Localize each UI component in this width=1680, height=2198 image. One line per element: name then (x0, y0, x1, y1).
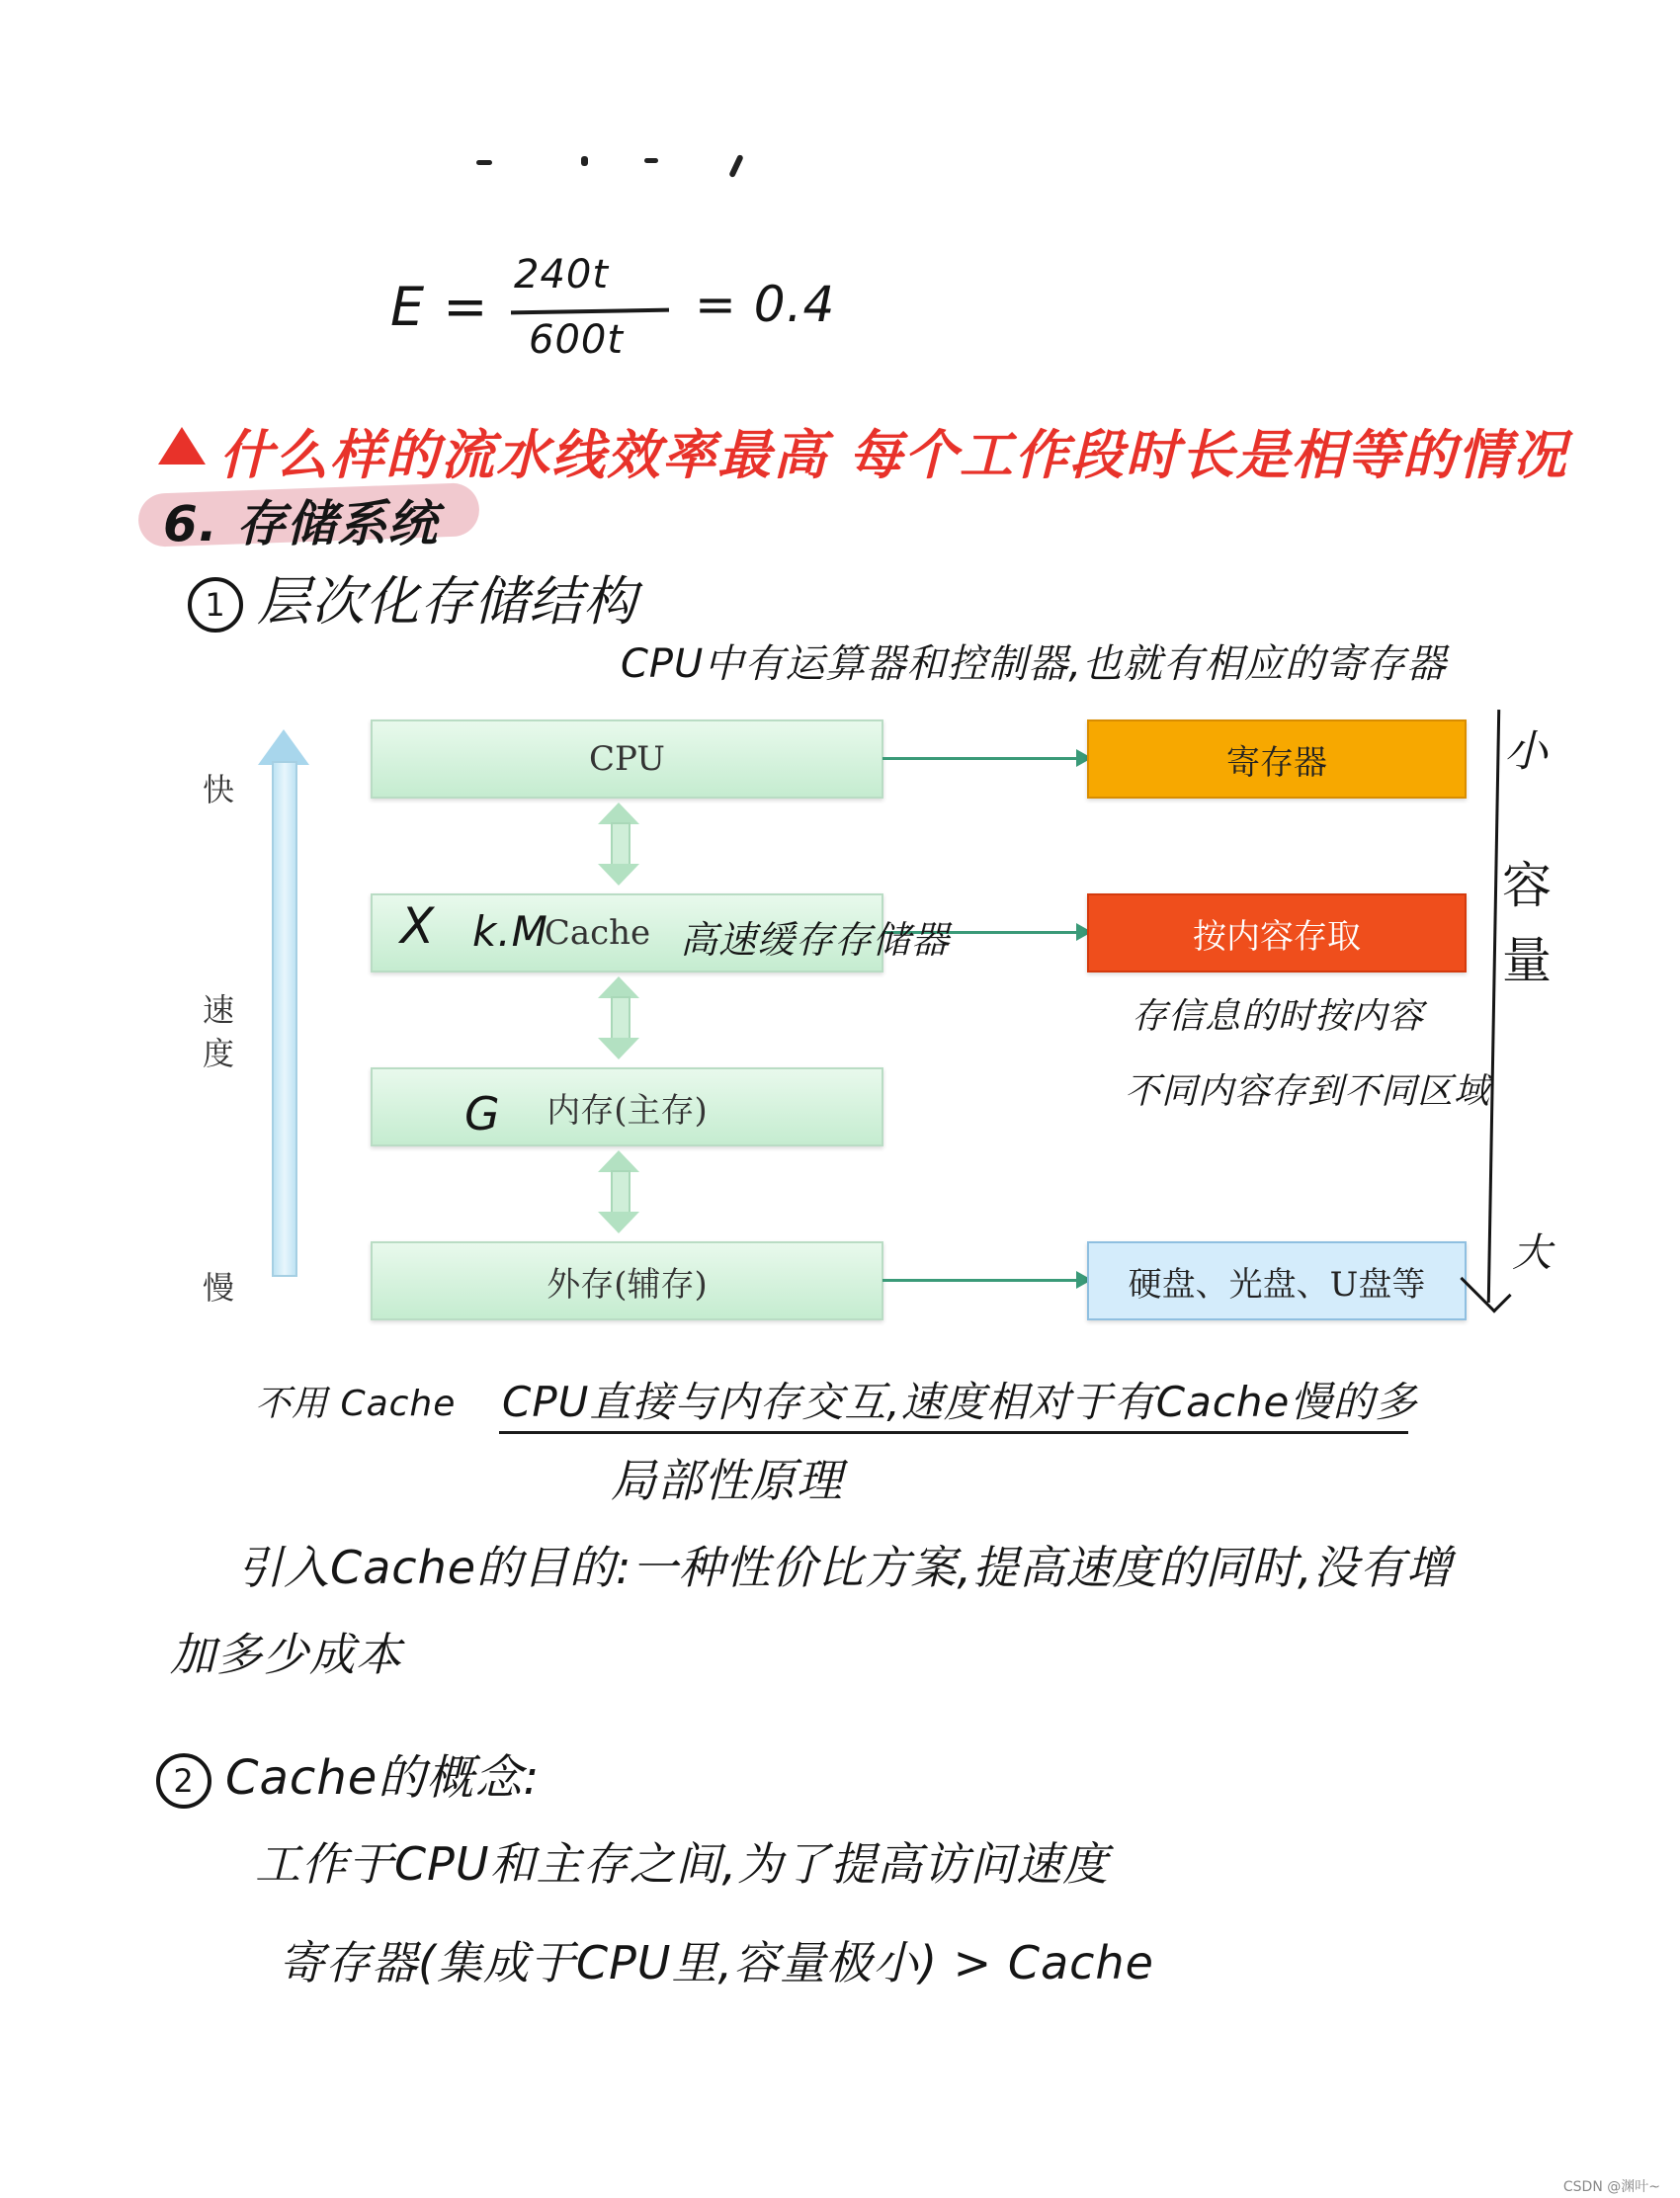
annotation-content-note-2: 不同内容存到不同区域 (1125, 1071, 1491, 1112)
fraction-bar (511, 308, 669, 315)
level-cpu: CPU (371, 719, 883, 799)
cache-purpose-line-1: 引入Cache的目的:一种性价比方案,提高速度的同时,没有增 (237, 1541, 1453, 1594)
locality-principle: 局部性原理 (611, 1454, 843, 1507)
level-external-storage: 外存(辅存) (371, 1241, 883, 1320)
no-cache-explanation: CPU直接与内存交互,速度相对于有Cache慢的多 (502, 1378, 1418, 1426)
red-title: 什么样的流水线效率最高 每个工作段时长是相等的情况 (219, 424, 1568, 486)
warning-triangle-icon (158, 427, 206, 465)
capacity-big-label: 大 (1512, 1230, 1553, 1276)
subsection-heading-2 (156, 1739, 540, 1809)
box-content-addressable: 按内容存取 (1087, 893, 1467, 972)
efficiency-formula (390, 252, 855, 380)
level-cache-label: Cache (544, 913, 651, 953)
speed-arrow-shaft (272, 761, 297, 1277)
annotation-km: k.M (472, 907, 548, 956)
bidirectional-arrow-icon (608, 1150, 630, 1233)
no-cache-label: 不用 Cache (255, 1384, 457, 1424)
box-disk-storage: 硬盘、光盘、U盘等 (1087, 1241, 1467, 1320)
register-comparison-line: 寄存器(集成于CPU里,容量极小) > Cache (279, 1936, 1154, 1989)
stray-mark (476, 160, 492, 165)
formula-lhs: E = (390, 276, 489, 338)
capacity-small-label: 小 (1504, 726, 1549, 777)
bidirectional-arrow-icon (608, 976, 630, 1059)
annotation-cache-note: 高速缓存存储器 (680, 918, 951, 962)
underline (499, 1431, 1408, 1434)
watermark-credit: CSDN @渊叶~ (1562, 2179, 1660, 2195)
speed-fast-label: 快 (203, 771, 235, 808)
box-register: 寄存器 (1087, 719, 1467, 799)
section-heading: 6. 存储系统 (163, 495, 439, 552)
arrow-right-icon (882, 1279, 1080, 1282)
subsection-title: Cache的概念: (225, 1750, 541, 1806)
capacity-label: 容量 (1502, 857, 1553, 989)
cache-concept-line: 工作于CPU和主存之间,为了提高访问速度 (255, 1837, 1110, 1891)
cpu-register-note: CPU中有运算器和控制器,也就有相应的寄存器 (621, 641, 1448, 687)
annotation-x: X (400, 897, 436, 955)
level-main-memory: 内存(主存) (371, 1067, 883, 1146)
speed-slow-label: 慢 (203, 1269, 235, 1307)
subsection-title: 层次化存储结构 (257, 570, 637, 633)
stray-mark (644, 158, 658, 163)
stray-mark (581, 156, 588, 166)
circled-number: 2 (156, 1753, 211, 1809)
formula-rhs: = 0.4 (695, 276, 836, 333)
cache-purpose-line-2: 加多少成本 (170, 1628, 402, 1681)
circled-number: 1 (188, 577, 243, 633)
speed-arrow-up-icon (258, 729, 309, 765)
formula-numerator: 240t (514, 252, 610, 297)
subsection-heading-1 (188, 559, 637, 635)
formula-denominator: 600t (529, 317, 625, 363)
annotation-content-note-1: 存信息的时按内容 (1132, 996, 1425, 1037)
speed-label: 速度 (203, 991, 235, 1072)
annotation-g: G (464, 1087, 501, 1141)
stray-mark (728, 154, 744, 178)
bidirectional-arrow-icon (608, 803, 630, 886)
arrow-right-icon (882, 757, 1080, 760)
